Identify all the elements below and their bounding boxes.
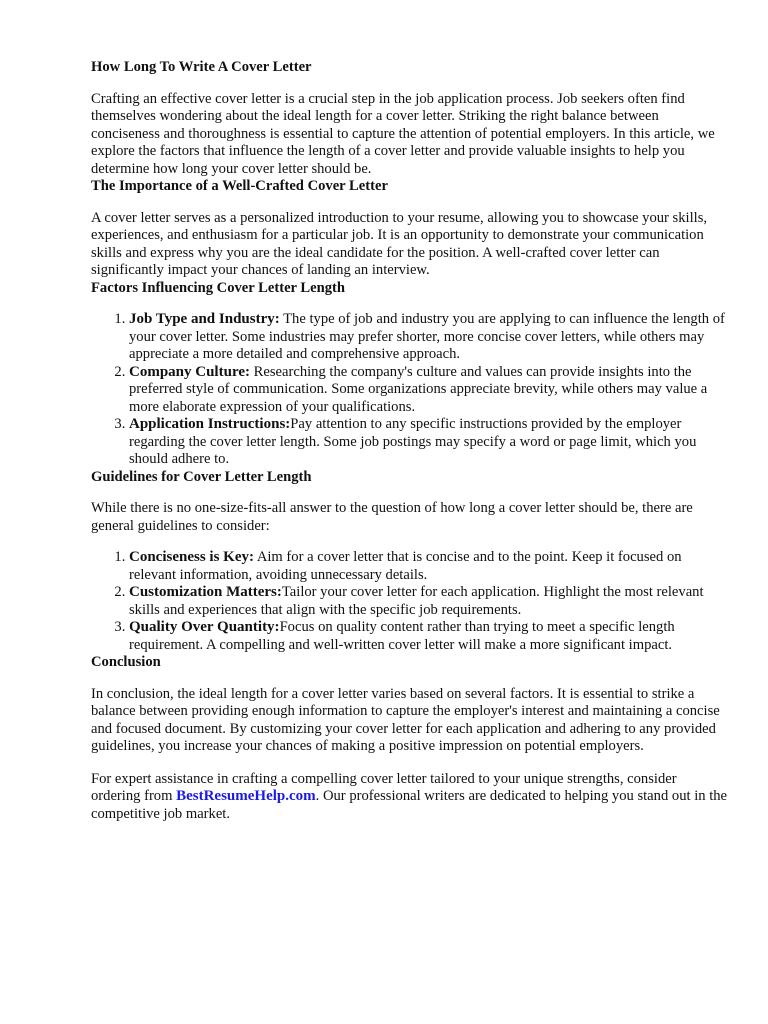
- list-item-term: Application Instructions:: [129, 416, 291, 432]
- intro-paragraph: Crafting an effective cover letter is a crucial step in the job application process. Job seekers often find themselves wondering about the ideal length for a cover letter. Striking the right balance between conciseness and thoroughness is essential to capture the attention of potential employers. In this article, we explore the factors that influence the length of a cover letter and provide valuable insights to help you determine how long your cover letter should be.: [91, 90, 715, 177]
- list-item: [129, 619, 728, 654]
- list-item-text: Focus on quality content rather than trying to meet a specific length requirement. A compelling and well-written cover letter will make a more significant impact.: [129, 619, 675, 653]
- list-item: [129, 584, 728, 619]
- guidelines-list: [91, 549, 728, 654]
- bestresumehelp-link[interactable]: BestResumeHelp.com: [176, 788, 316, 804]
- cta-text-after: . Our professional writers are dedicated to helping you stand out in the competitive job market.: [91, 788, 728, 822]
- conclusion-paragraph: In conclusion, the ideal length for a cover letter varies based on several factors. It is essential to strike a balance between providing enough information to capture the employer's interest and maintaining a concise and focused document. By customizing your cover letter for each application and adhering to any provided guidelines, you increase your chances of making a positive impression on potential employers.: [91, 685, 720, 754]
- list-item-term: Conciseness is Key:: [129, 549, 254, 565]
- list-item-term: Quality Over Quantity:: [129, 619, 280, 635]
- list-item-text: Pay attention to any specific instructions provided by the employer regarding the cover letter length. Some job postings may specify a word or page limit, which you should adhere to.: [129, 416, 697, 467]
- importance-paragraph: A cover letter serves as a personalized introduction to your resume, allowing you to showcase your skills, experiences, and enthusiasm for a particular job. It is an opportunity to demonstrate your communication skills and express why you are the ideal candidate for the position. A well-crafted cover letter can significantly impact your chances of landing an interview.: [91, 209, 708, 278]
- guidelines-heading: Guidelines for Cover Letter Length: [91, 468, 312, 485]
- cta-text-before: For expert assistance in crafting a compelling cover letter tailored to your unique strengths, consider ordering from: [91, 770, 677, 804]
- list-item: [129, 311, 728, 364]
- list-item: [129, 416, 728, 469]
- conclusion-heading: Conclusion: [91, 654, 161, 670]
- list-item-term: Job Type and Industry:: [129, 311, 280, 327]
- list-item-text: The type of job and industry you are applying to can influence the length of your cover letter. Some industries may prefer shorter, more concise cover letters, while others may appreciate a more detailed and comprehensive approach.: [129, 311, 725, 362]
- list-item-text: Tailor your cover letter for each application. Highlight the most relevant skills and experiences that align with the specific job requirements.: [129, 584, 704, 618]
- list-item-text: Aim for a cover letter that is concise and to the point. Keep it focused on relevant information, avoiding unnecessary details.: [129, 549, 682, 583]
- guidelines-intro: While there is no one-size-fits-all answer to the question of how long a cover letter should be, there are general guidelines to consider:: [91, 500, 693, 534]
- factors-heading: Factors Influencing Cover Letter Length: [91, 279, 346, 296]
- importance-heading: The Importance of a Well-Crafted Cover Letter: [91, 178, 388, 194]
- list-item-term: Customization Matters:: [129, 584, 282, 600]
- factors-list: [91, 311, 728, 469]
- list-item: [129, 364, 728, 417]
- list-item-text: Researching the company's culture and values can provide insights into the preferred style of communication. Some organizations appreciate brevity, while others may value a more elaborate expression of your qualifications.: [129, 363, 708, 415]
- cta-paragraph: [91, 771, 728, 824]
- page-title: How Long To Write A Cover Letter: [91, 59, 312, 75]
- list-item-term: Company Culture:: [129, 363, 250, 380]
- list-item: [129, 549, 728, 584]
